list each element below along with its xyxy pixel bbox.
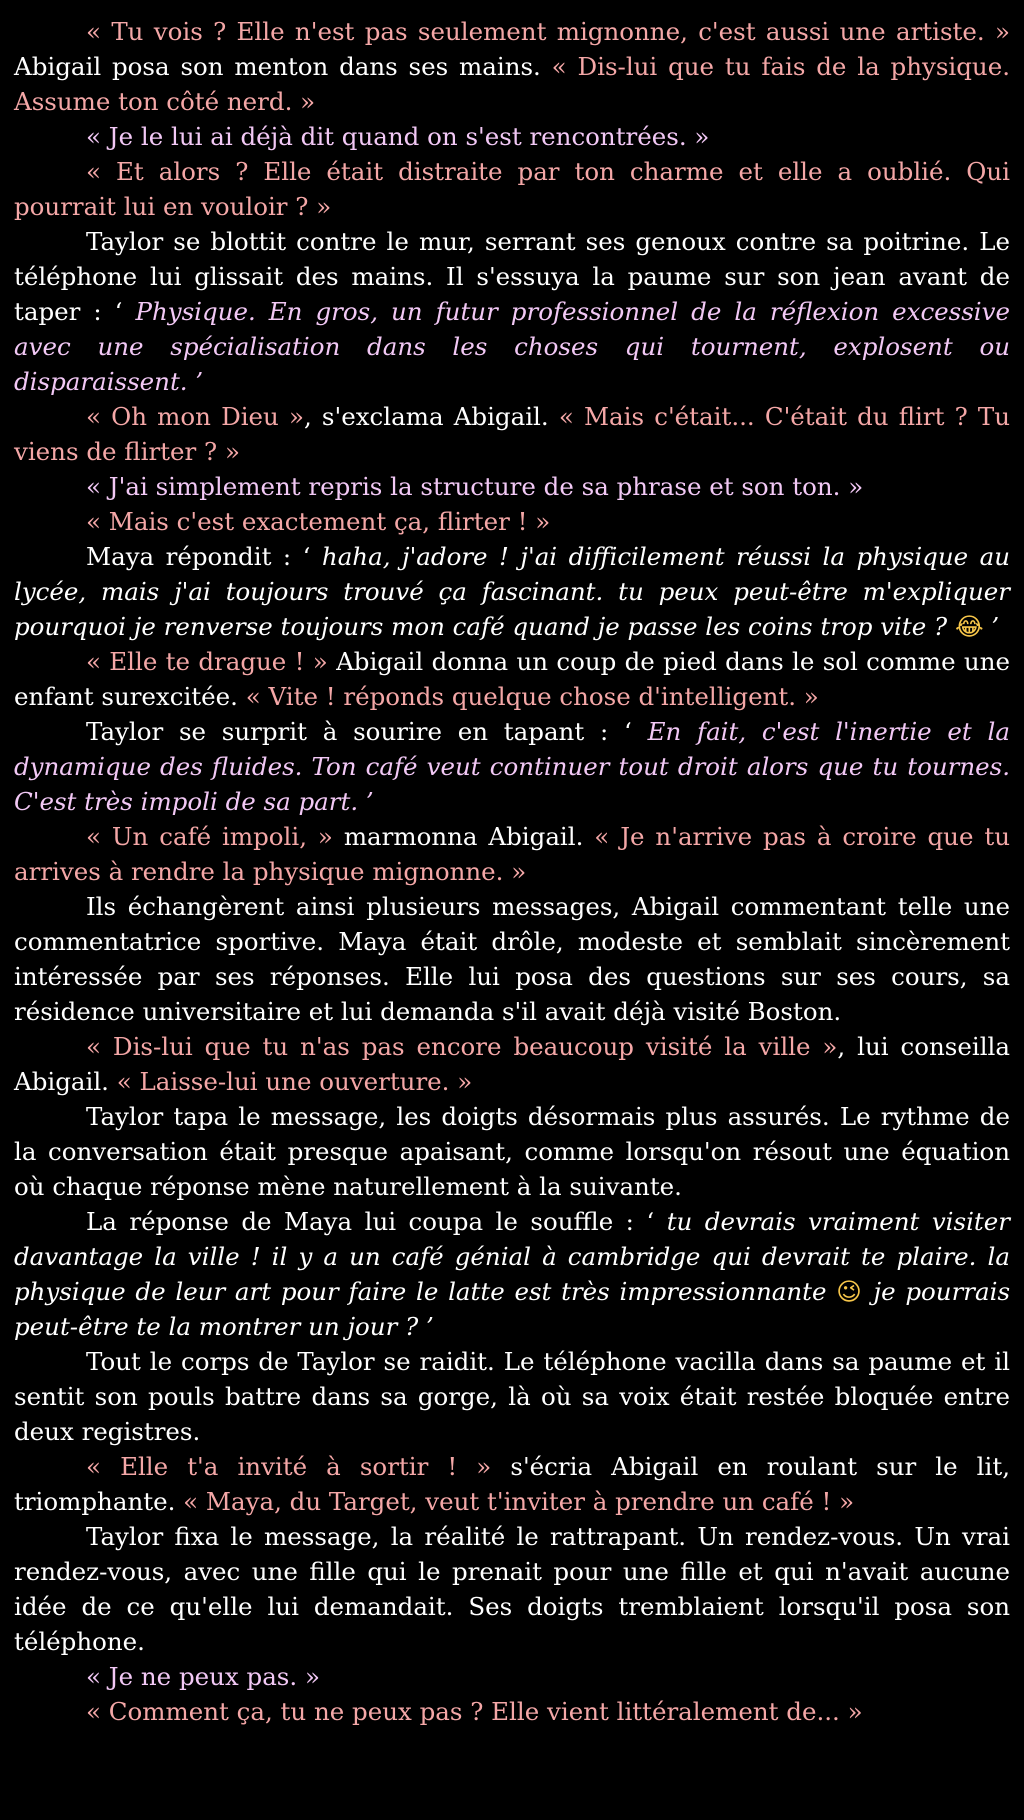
paragraph bbox=[14, 1519, 1010, 1659]
narration-text: Abigail posa son menton dans ses mains. bbox=[14, 52, 552, 81]
maya-text-message: haha, j'adore ! j'ai difficilement réussi la physique au lycée, mais j'ai toujours trouvé ça fascinant. tu peux peut-être m'expliquer pourquoi je renverse toujours mon café quand je passe les coins trop vite ? bbox=[14, 542, 1011, 641]
taylor-dialogue: « Je ne peux pas. » bbox=[86, 1662, 320, 1691]
abigail-dialogue: « Comment ça, tu ne peux pas ? Elle vient littéralement de... » bbox=[86, 1697, 863, 1726]
maya-text-message: tu devrais vraiment visiter davantage la ville ! il y a un café génial à cambridge qui devrait te plaire. la physique de leur art pour faire le latte est très impressionnante bbox=[14, 1207, 1010, 1306]
abigail-dialogue: « Elle t'a invité à sortir ! » bbox=[86, 1452, 492, 1481]
paragraph bbox=[14, 1029, 1010, 1099]
narration-text: Taylor se surprit à sourire en tapant : ‘ bbox=[86, 717, 648, 746]
abigail-dialogue: « Je n'arrive pas à croire que tu arrives à rendre la physique mignonne. » bbox=[14, 822, 1010, 886]
abigail-dialogue: « Tu vois ? Elle n'est pas seulement mignonne, c'est aussi une artiste. » bbox=[86, 17, 1010, 46]
paragraph bbox=[14, 399, 1010, 469]
paragraph bbox=[14, 714, 1010, 819]
paragraph bbox=[14, 1344, 1010, 1449]
narration-text: Tout le corps de Taylor se raidit. Le téléphone vacilla dans sa paume et il sentit son pouls battre dans sa gorge, là où sa voix était restée bloquée entre deux registres. bbox=[14, 1347, 1010, 1446]
narration-text: s'écria Abigail en roulant sur le lit, triomphante. bbox=[14, 1452, 1010, 1516]
narration-text: marmonna Abigail. bbox=[332, 822, 595, 851]
taylor-text-message: Physique. En gros, un futur professionnel de la réflexion excessive avec une spécialisation dans les choses qui tournent, explosent ou disparaissent. ’ bbox=[14, 297, 1010, 396]
paragraph bbox=[14, 1659, 1010, 1694]
abigail-dialogue: « Oh mon Dieu » bbox=[86, 402, 304, 431]
paragraph bbox=[14, 539, 1010, 644]
narration-text: Taylor se blottit contre le mur, serrant ses genoux contre sa poitrine. Le téléphone lui glissait des mains. Il s'essuya la paume sur son jean avant de taper : ‘ bbox=[14, 227, 1010, 326]
paragraph bbox=[14, 154, 1010, 224]
abigail-dialogue: « Dis-lui que tu fais de la physique. Assume ton côté nerd. » bbox=[14, 52, 1010, 116]
abigail-dialogue: « Laisse-lui une ouverture. » bbox=[116, 1067, 473, 1096]
paragraph bbox=[14, 1694, 1010, 1729]
paragraph bbox=[14, 1204, 1010, 1344]
abigail-dialogue: « Et alors ? Elle était distraite par ton charme et elle a oublié. Qui pourrait lui en vouloir ? » bbox=[14, 157, 1010, 221]
laughing-emoji-icon: 😂 bbox=[954, 612, 984, 641]
narration-text: Abigail donna un coup de pied dans le sol comme une enfant surexcitée. bbox=[14, 647, 1010, 711]
paragraph bbox=[14, 14, 1010, 119]
maya-text-message: je pourrais peut-être te la montrer un jour ? ’ bbox=[14, 1277, 1011, 1341]
abigail-dialogue: « Dis-lui que tu n'as pas encore beaucoup visité la ville » bbox=[86, 1032, 838, 1061]
narration-text: Ils échangèrent ainsi plusieurs messages, Abigail commentant telle une commentatrice sportive. Maya était drôle, modeste et semblait sincèrement intéressée par ses réponses. Elle lui posa des questions sur ses cours, sa résidence universitaire et lui demanda s'il avait déjà visité Boston. bbox=[14, 892, 1010, 1026]
paragraph bbox=[14, 119, 1010, 154]
abigail-dialogue: « Un café impoli, » bbox=[86, 822, 333, 851]
paragraph bbox=[14, 819, 1010, 889]
abigail-dialogue: « Mais c'était... C'était du flirt ? Tu viens de flirter ? » bbox=[14, 402, 1011, 466]
narration-text: , lui conseilla Abigail. bbox=[14, 1032, 1010, 1096]
abigail-dialogue: « Elle te drague ! » bbox=[86, 647, 328, 676]
abigail-dialogue: « Vite ! réponds quelque chose d'intelligent. » bbox=[245, 682, 819, 711]
maya-text-message: ’ bbox=[983, 612, 1000, 641]
taylor-dialogue: « J'ai simplement repris la structure de sa phrase et son ton. » bbox=[86, 472, 864, 501]
story-text bbox=[14, 14, 1010, 1729]
narration-text: Maya répondit : ‘ bbox=[86, 542, 322, 571]
paragraph bbox=[14, 469, 1010, 504]
narration-text: Taylor tapa le message, les doigts désormais plus assurés. Le rythme de la conversation était presque apaisant, comme lorsqu'on résout une équation où chaque réponse mène naturellement à la suivante. bbox=[14, 1102, 1010, 1201]
taylor-dialogue: « Je le lui ai déjà dit quand on s'est rencontrées. » bbox=[86, 122, 710, 151]
paragraph bbox=[14, 889, 1010, 1029]
paragraph bbox=[14, 1099, 1010, 1204]
paragraph bbox=[14, 644, 1010, 714]
narration-text: La réponse de Maya lui coupa le souffle : ‘ bbox=[86, 1207, 667, 1236]
narration-text: , s'exclama Abigail. bbox=[303, 402, 559, 431]
abigail-dialogue: « Maya, du Target, veut t'inviter à prendre un café ! » bbox=[183, 1487, 855, 1516]
paragraph bbox=[14, 504, 1010, 539]
narration-text: Taylor fixa le message, la réalité le rattrapant. Un rendez-vous. Un vrai rendez-vous, avec une fille qui le prenait pour une fille et qui n'avait aucune idée de ce qu'elle lui demandait. Ses doigts tremblaient lorsqu'il posa son téléphone. bbox=[14, 1522, 1010, 1656]
paragraph bbox=[14, 224, 1010, 399]
abigail-dialogue: « Mais c'est exactement ça, flirter ! » bbox=[86, 507, 551, 536]
paragraph bbox=[14, 1449, 1010, 1519]
taylor-text-message: En fait, c'est l'inertie et la dynamique des fluides. Ton café veut continuer tout droit alors que tu tournes. C'est très impoli de sa part. ’ bbox=[14, 717, 1010, 816]
winking-emoji-icon: 😉 bbox=[836, 1277, 864, 1306]
